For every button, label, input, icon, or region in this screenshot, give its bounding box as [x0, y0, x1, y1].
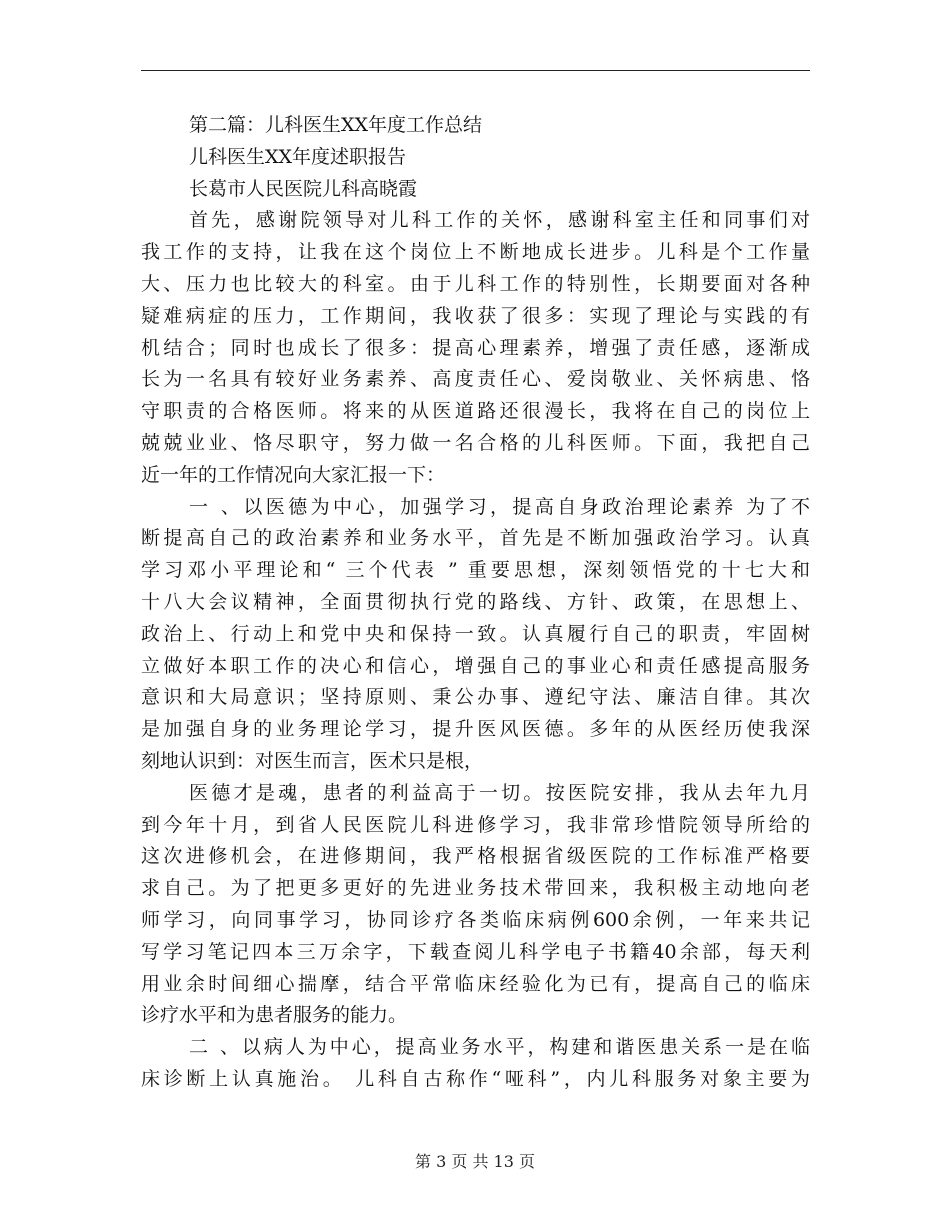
report-title: 儿科医生XX年度述职报告	[189, 145, 407, 168]
paragraph-line: 师学习，向同事学习，协同诊疗各类临床病例600余例，一年来共记	[141, 908, 810, 931]
paragraph-line: 大、压力也比较大的科室。由于儿科工作的特别性，长期要面对各种	[141, 272, 810, 295]
paragraph-line: 机结合；同时也成长了很多：提高心理素养，增强了责任感，逐渐成	[141, 336, 810, 359]
paragraph-line: 求自己。为了把更多更好的先进业务技术带回来，我积极主动地向老	[141, 877, 810, 900]
paragraph-line: 十八大会议精神，全面贯彻执行党的路线、方针、政策，在思想上、	[141, 590, 810, 613]
paragraph-line: 守职责的合格医师。将来的从医道路还很漫长，我将在自己的岗位上	[141, 400, 810, 423]
paragraph-line: 一 、以医德为中心，加强学习，提高自身政治理论素养 为了不	[189, 495, 810, 518]
paragraph-line: 近一年的工作情况向大家汇报一下：	[141, 463, 446, 486]
author-line: 长葛市人民医院儿科高晓霞	[189, 177, 418, 200]
paragraph-line: 到今年十月，到省人民医院儿科进修学习，我非常珍惜院领导所给的	[141, 813, 810, 836]
header-rule	[141, 70, 810, 71]
paragraph-line: 政治上、行动上和党中央和保持一致。认真履行自己的职责，牢固树	[141, 622, 810, 645]
paragraph-line: 用业余时间细心揣摩，结合平常临床经验化为已有，提高自己的临床	[141, 972, 810, 995]
paragraph-line: 我工作的支持，让我在这个岗位上不断地成长进步。儿科是个工作量	[141, 241, 810, 264]
page-number-footer: 第 3 页 共 13 页	[415, 1152, 535, 1171]
paragraph-line: 医德才是魂，患者的利益高于一切。按医院安排，我从去年九月	[189, 781, 810, 804]
paragraph-line: 写学习笔记四本三万余字，下载查阅儿科学电子书籍40余部，每天利	[141, 940, 810, 963]
paragraph-line: 意识和大局意识；坚持原则、秉公办事、遵纪守法、廉洁自律。其次	[141, 686, 810, 709]
paragraph-line: 二 、以病人为中心，提高业务水平，构建和谐医患关系一是在临	[189, 1036, 810, 1059]
paragraph-line: 首先，感谢院领导对儿科工作的关怀，感谢科室主任和同事们对	[189, 209, 810, 232]
paragraph-line: 断提高自己的政治素养和业务水平，首先是不断加强政治学习。认真	[141, 527, 810, 550]
section-title: 第二篇：儿科医生XX年度工作总结	[189, 114, 483, 136]
paragraph-line: 兢兢业业、恪尽职守，努力做一名合格的儿科医师。下面，我把自己	[141, 431, 810, 454]
paragraph-line: 诊疗水平和为患者服务的能力。	[141, 1004, 408, 1027]
paragraph-line: 学习邓小平理论和“ 三个代表 ” 重要思想，深刻领悟党的十七大和	[141, 559, 810, 582]
document-body	[141, 110, 810, 1096]
paragraph-line: 是加强自身的业务理论学习，提升医风医德。多年的从医经历使我深	[141, 718, 810, 741]
paragraph-line: 疑难病症的压力，工作期间，我收获了很多：实现了理论与实践的有	[141, 304, 810, 327]
paragraph-line: 立做好本职工作的决心和信心，增强自己的事业心和责任感提高服务	[141, 654, 810, 677]
paragraph-line: 长为一名具有较好业务素养、高度责任心、爱岗敬业、关怀病患、恪	[141, 368, 810, 391]
paragraph-line: 这次进修机会，在进修期间，我严格根据省级医院的工作标准严格要	[141, 845, 810, 868]
paragraph-line: 床诊断上认真施治。 儿科自古称作“哑科”，内儿科服务对象主要为	[141, 1067, 810, 1090]
paragraph-line: 刻地认识到：对医生而言，医术只是根，	[141, 749, 484, 772]
